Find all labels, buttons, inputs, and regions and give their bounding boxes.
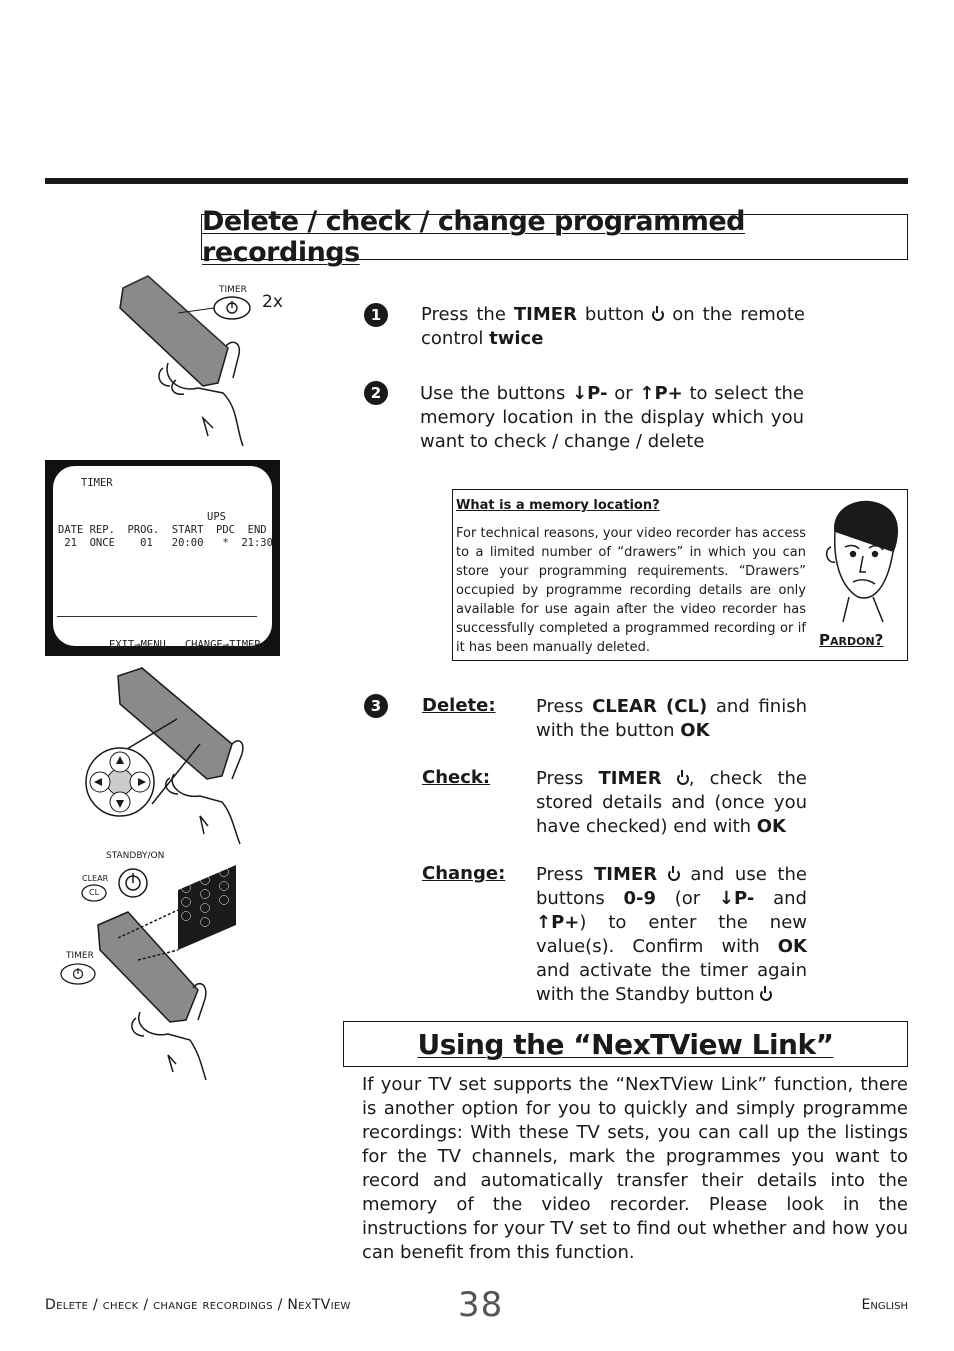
section-title: Delete / check / change programmed recordings — [202, 206, 745, 268]
check-text: Press TIMER , check the stored details and (once you have checked) end with OK — [536, 768, 807, 837]
step-3-number: 3 — [364, 694, 388, 718]
remote1-times-label: 2x — [262, 292, 283, 312]
delete-text: Press CLEAR (CL) and finish with the button OK — [536, 696, 807, 741]
tv-footer: EXIT→MENU CHANGE→TIMER — [108, 639, 261, 651]
pardon-face-illustration — [813, 492, 905, 630]
section-title-box — [201, 206, 908, 268]
pardon-label: Pardon? — [819, 631, 884, 649]
remote3-clear-label: CLEAR — [82, 874, 109, 883]
section2-title-box — [343, 1021, 908, 1067]
remote-keypad-illustration — [58, 850, 268, 1082]
step-1-number: 1 — [364, 303, 388, 327]
arrow-down-icon: ↓ — [718, 888, 735, 909]
arrow-down-icon: ↓ — [572, 383, 588, 404]
standby-icon — [760, 989, 772, 1001]
change-term: Change: — [422, 863, 506, 884]
note-box — [452, 489, 908, 661]
step-2-text: Use the buttons ↓P- or ↑P+ to select the memory location in the display which you want to check / change / delete — [420, 383, 804, 452]
page-number: 38 — [458, 1285, 504, 1325]
footer-left: Delete / check / change recordings / NexTView — [45, 1297, 351, 1313]
arrow-up-icon: ↑ — [536, 912, 552, 933]
tv-divider — [57, 616, 257, 617]
power-icon — [677, 773, 689, 785]
delete-term: Delete: — [422, 695, 496, 716]
tv-header: TIMER — [81, 477, 113, 489]
remote3-cl-label: CL — [89, 888, 100, 897]
remote1-timer-label: TIMER — [219, 285, 247, 295]
footer-right: English — [861, 1297, 908, 1313]
note-title: What is a memory location? — [456, 498, 660, 513]
step-1-text: Press the TIMER button on the remote control twice — [421, 304, 805, 349]
remote-arrows-illustration — [82, 664, 262, 849]
remote-timer-illustration — [108, 268, 288, 458]
change-text: Press TIMER and use the buttons 0-9 (or ↓P- and ↑P+) to enter the new value(s). Confirm with OK and activate the timer again with the Standby button — [536, 864, 807, 1005]
note-text: For technical reasons, your video recorder has access to a limited number of “drawers” in which you can store your programming requirements. “Drawers” occupied by programme recording details are only available for use again after the video recorder has successfully completed a programmed recording or if it has been manually deleted. — [456, 526, 806, 655]
remote3-standby-label: STANDBY/ON — [106, 851, 165, 861]
power-icon — [652, 309, 664, 321]
tv-display — [45, 460, 280, 656]
power-icon — [668, 869, 680, 881]
top-rule — [45, 178, 908, 184]
section2-text: If your TV set supports the “NexTView Link” function, there is another option for you to quickly and simply programme recordings: With these TV sets, you can call up the listings for the TV channels, mark the programmes you want to record and automatically transfer their details into the memory of the video recorder. Please look in the instructions for your TV set to find out whether and how you can benefit from this function. — [362, 1074, 908, 1263]
section2-title: Using the “NexTView Link” — [417, 1027, 834, 1061]
tv-screen — [53, 466, 273, 651]
arrow-up-icon: ↑ — [639, 383, 655, 404]
step-2-number: 2 — [364, 381, 388, 405]
tv-vps-label: UPS — [207, 511, 226, 523]
tv-columns: DATE REP. PROG. START PDC END — [58, 524, 267, 536]
remote3-timer-label: TIMER — [66, 951, 94, 961]
check-term: Check: — [422, 767, 491, 788]
tv-row: 21 ONCE 01 20:00 * 21:30 — [58, 537, 273, 549]
